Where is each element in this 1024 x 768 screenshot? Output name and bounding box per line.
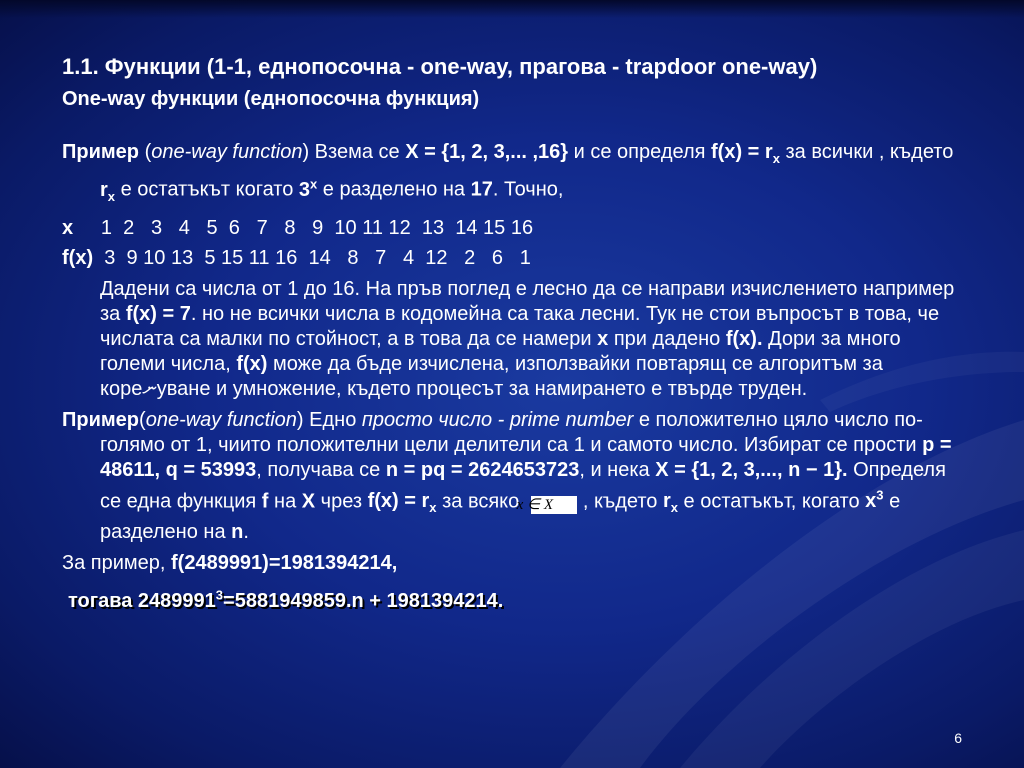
example-one-paragraph: Пример (one-way function) Взема се X = {1, 2, 3,... ,16} и се определя $f(x) = r_x$ за всички , където $r_x$ е остатъкът когато 3$^x$ е разделено на 17. Точно, [62,141,954,204]
table-fx-values: 3 9 10 13 5 15 11 16 14 8 7 4 12 2 6 1 [104,246,531,269]
table-row-fx [62,243,962,273]
slide-subtitle: One-way функции (еднопосочна функция) [62,88,480,110]
slide-content [62,50,962,614]
top-band [0,0,1024,18]
function-definition: $f(x) = r_x$ [711,141,780,166]
example-two-paragraph: Пример(one-way function) Едно просто число - prime number е положително цяло число по-голямо от 1, чиито положителни цели делители са 1 и самото число. Избират се прости p = 48611, q = 53993, получава се n = pq = 2624653723, и нека X = {1, 2, 3,..., n − 1}. Определя се една функция f на X чрез $f(x) = r_x$ за всяко x ∈ X , където $r_x$ е остатъкът, когато $x^3$ е разделено на n. [62,408,952,544]
example-two-term: one-way function [145,408,297,431]
page-number: 6 [954,730,962,746]
explanation-paragraph: Дадени са числа от 1 до 16. На пръв поглед е лесно да се направи изчислението например за f(x) = 7. но не всички числа в кодомейна са така лесни. Тук не стои въпросът в това, че числата са малки по стойност, а в това да се намери x при дадено f(x). Дори за много големи числа, f(x) може да бъде изчислена, използвайки повтарящ се алгоритъм за кореނуване и умножение, където процесът за намирането е твърде труден. [100,277,955,400]
formula-image: x ∈ X [531,496,577,514]
set-x: X = {1, 2, 3,... ,16} [405,141,569,163]
then-line [62,582,962,614]
table-fx-label: f(x) [62,246,94,269]
table-row-x [62,213,962,243]
example-one-term: one-way function [151,141,303,163]
instance-line: За пример, f(2489991)=1981394214, [62,552,398,575]
table-x-label: x [62,216,74,239]
slide-title: 1.1. Функции (1-1, еднопосочна - one-way, прагова - trapdoor one-way) [62,54,818,79]
example-two-lead: Пример [62,408,140,431]
example-one-lead: Пример [62,141,140,163]
instance-value: f(2489991)=1981394214, [171,552,398,575]
prime-number-term: просто число - prime number [361,408,634,431]
primes-pq: p = 48611, q = 53993 [100,433,952,481]
table-x-values: 1 2 3 4 5 6 7 8 9 10 11 12 13 14 15 16 [100,216,534,239]
then-expression: тогава $2489991^3=5881949859.n + 1981394214$. [68,587,504,612]
modulus-n: n = pq = 2624653723 [385,458,580,481]
